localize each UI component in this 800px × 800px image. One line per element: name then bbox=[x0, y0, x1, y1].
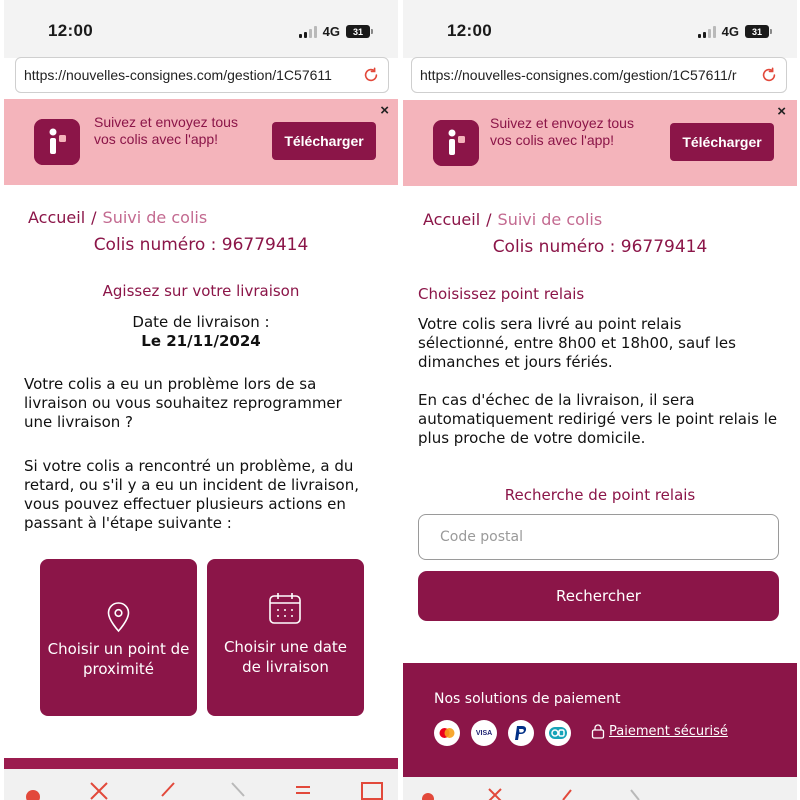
calendar-icon bbox=[267, 590, 303, 626]
left-screen bbox=[4, 0, 398, 800]
status-bar bbox=[403, 0, 797, 58]
breadcrumb-current: Suivi de colis bbox=[102, 208, 208, 227]
choose-point-label: Choisir un point de proximité bbox=[47, 640, 190, 678]
settings-icon bbox=[296, 787, 310, 793]
breadcrumb-current: Suivi de colis bbox=[497, 210, 603, 229]
toolbar-icons bbox=[403, 777, 797, 800]
banner-text: Suivez et envoyez tous vos colis avec l'app! bbox=[490, 115, 634, 148]
status-bar bbox=[4, 0, 398, 58]
download-button[interactable]: Télécharger bbox=[670, 123, 774, 161]
network-label: 4G bbox=[322, 24, 340, 39]
actions-paragraph: Si votre colis a rencontré un problème, a du retard, ou s'il y a eu un incident de livraison, vous pouvez effectuer plusieurs actions en passant à l'étape suivante : bbox=[24, 457, 360, 532]
close-icon[interactable]: × bbox=[380, 102, 389, 119]
payment-footer bbox=[403, 663, 797, 778]
intro-paragraph: Votre colis a eu un problème lors de sa livraison ou vous souhaitez reprogrammer une livraison ? bbox=[24, 375, 342, 431]
browser-toolbar bbox=[403, 777, 797, 800]
cb-icon bbox=[545, 720, 571, 746]
failure-info-paragraph: En cas d'échec de la livraison, il sera automatiquement redirigé vers le point relais le plus proche de votre domicile. bbox=[418, 391, 778, 447]
app-banner bbox=[403, 100, 797, 186]
payment-title: Nos solutions de paiement bbox=[434, 691, 621, 707]
back-icon bbox=[563, 790, 571, 800]
payment-icons bbox=[434, 720, 571, 746]
mastercard-icon bbox=[434, 720, 460, 746]
postal-code-input[interactable] bbox=[419, 515, 778, 559]
app-banner bbox=[4, 99, 398, 185]
section-title: Choisissez point relais bbox=[418, 285, 585, 303]
download-button[interactable]: Télécharger bbox=[272, 122, 376, 160]
choose-date-label: Choisir une date de livraison bbox=[223, 638, 348, 676]
close-tab-icon bbox=[91, 783, 107, 799]
visa-icon: VISA bbox=[471, 720, 497, 746]
tabs-icon bbox=[362, 783, 382, 799]
search-title: Recherche de point relais bbox=[504, 486, 696, 504]
breadcrumb-home[interactable]: Accueil bbox=[28, 208, 86, 227]
record-icon bbox=[26, 790, 40, 800]
breadcrumb-separator: / bbox=[91, 208, 97, 227]
location-pin-icon bbox=[106, 601, 131, 633]
secure-payment-link[interactable] bbox=[591, 723, 728, 739]
url-text[interactable]: https://nouvelles-consignes.com/gestion/1C57611/r bbox=[420, 67, 737, 83]
reload-icon[interactable] bbox=[760, 66, 778, 84]
parcel-number: Colis numéro : 96779414 bbox=[492, 237, 708, 257]
back-icon bbox=[162, 783, 174, 796]
signal-icon bbox=[698, 26, 716, 38]
forward-icon bbox=[232, 783, 244, 796]
right-screen bbox=[403, 0, 797, 800]
parcel-number: Colis numéro : 96779414 bbox=[93, 235, 309, 255]
status-time: 12:00 bbox=[447, 21, 492, 40]
battery-icon: 31 bbox=[745, 25, 769, 38]
delivery-date-value: Le 21/11/2024 bbox=[141, 332, 261, 350]
choose-point-button[interactable] bbox=[40, 559, 197, 716]
relay-info-paragraph: Votre colis sera livré au point relais sélectionné, entre 8h00 et 18h00, sauf les dimanches et jours fériés. bbox=[418, 315, 736, 371]
address-bar[interactable] bbox=[411, 57, 787, 93]
section-title: Agissez sur votre livraison bbox=[102, 282, 300, 300]
paypal-icon bbox=[508, 720, 534, 746]
address-bar[interactable] bbox=[15, 57, 389, 93]
reload-icon[interactable] bbox=[362, 66, 380, 84]
forward-icon bbox=[631, 790, 639, 800]
signal-icon bbox=[299, 26, 317, 38]
lock-icon bbox=[591, 723, 605, 739]
network-label: 4G bbox=[721, 24, 739, 39]
battery-icon: 31 bbox=[346, 25, 370, 38]
close-tab-icon bbox=[489, 789, 501, 800]
app-logo-icon bbox=[433, 120, 479, 166]
toolbar-icons bbox=[4, 769, 398, 800]
url-text[interactable]: https://nouvelles-consignes.com/gestion/1C57611 bbox=[24, 67, 332, 83]
breadcrumb-separator: / bbox=[486, 210, 492, 229]
postal-code-field[interactable] bbox=[418, 514, 779, 560]
breadcrumb bbox=[423, 210, 602, 229]
app-logo-icon bbox=[34, 119, 80, 165]
status-time: 12:00 bbox=[48, 21, 93, 40]
secure-payment-text[interactable]: Paiement sécurisé bbox=[609, 723, 728, 739]
breadcrumb-home[interactable]: Accueil bbox=[423, 210, 481, 229]
delivery-date-label: Date de livraison : bbox=[132, 313, 270, 331]
close-icon[interactable]: × bbox=[777, 103, 786, 120]
browser-toolbar bbox=[4, 769, 398, 800]
breadcrumb bbox=[28, 208, 207, 227]
choose-date-button[interactable] bbox=[207, 559, 364, 716]
banner-text: Suivez et envoyez tous vos colis avec l'app! bbox=[94, 114, 238, 147]
search-button[interactable]: Rechercher bbox=[418, 571, 779, 621]
record-icon bbox=[422, 793, 434, 800]
